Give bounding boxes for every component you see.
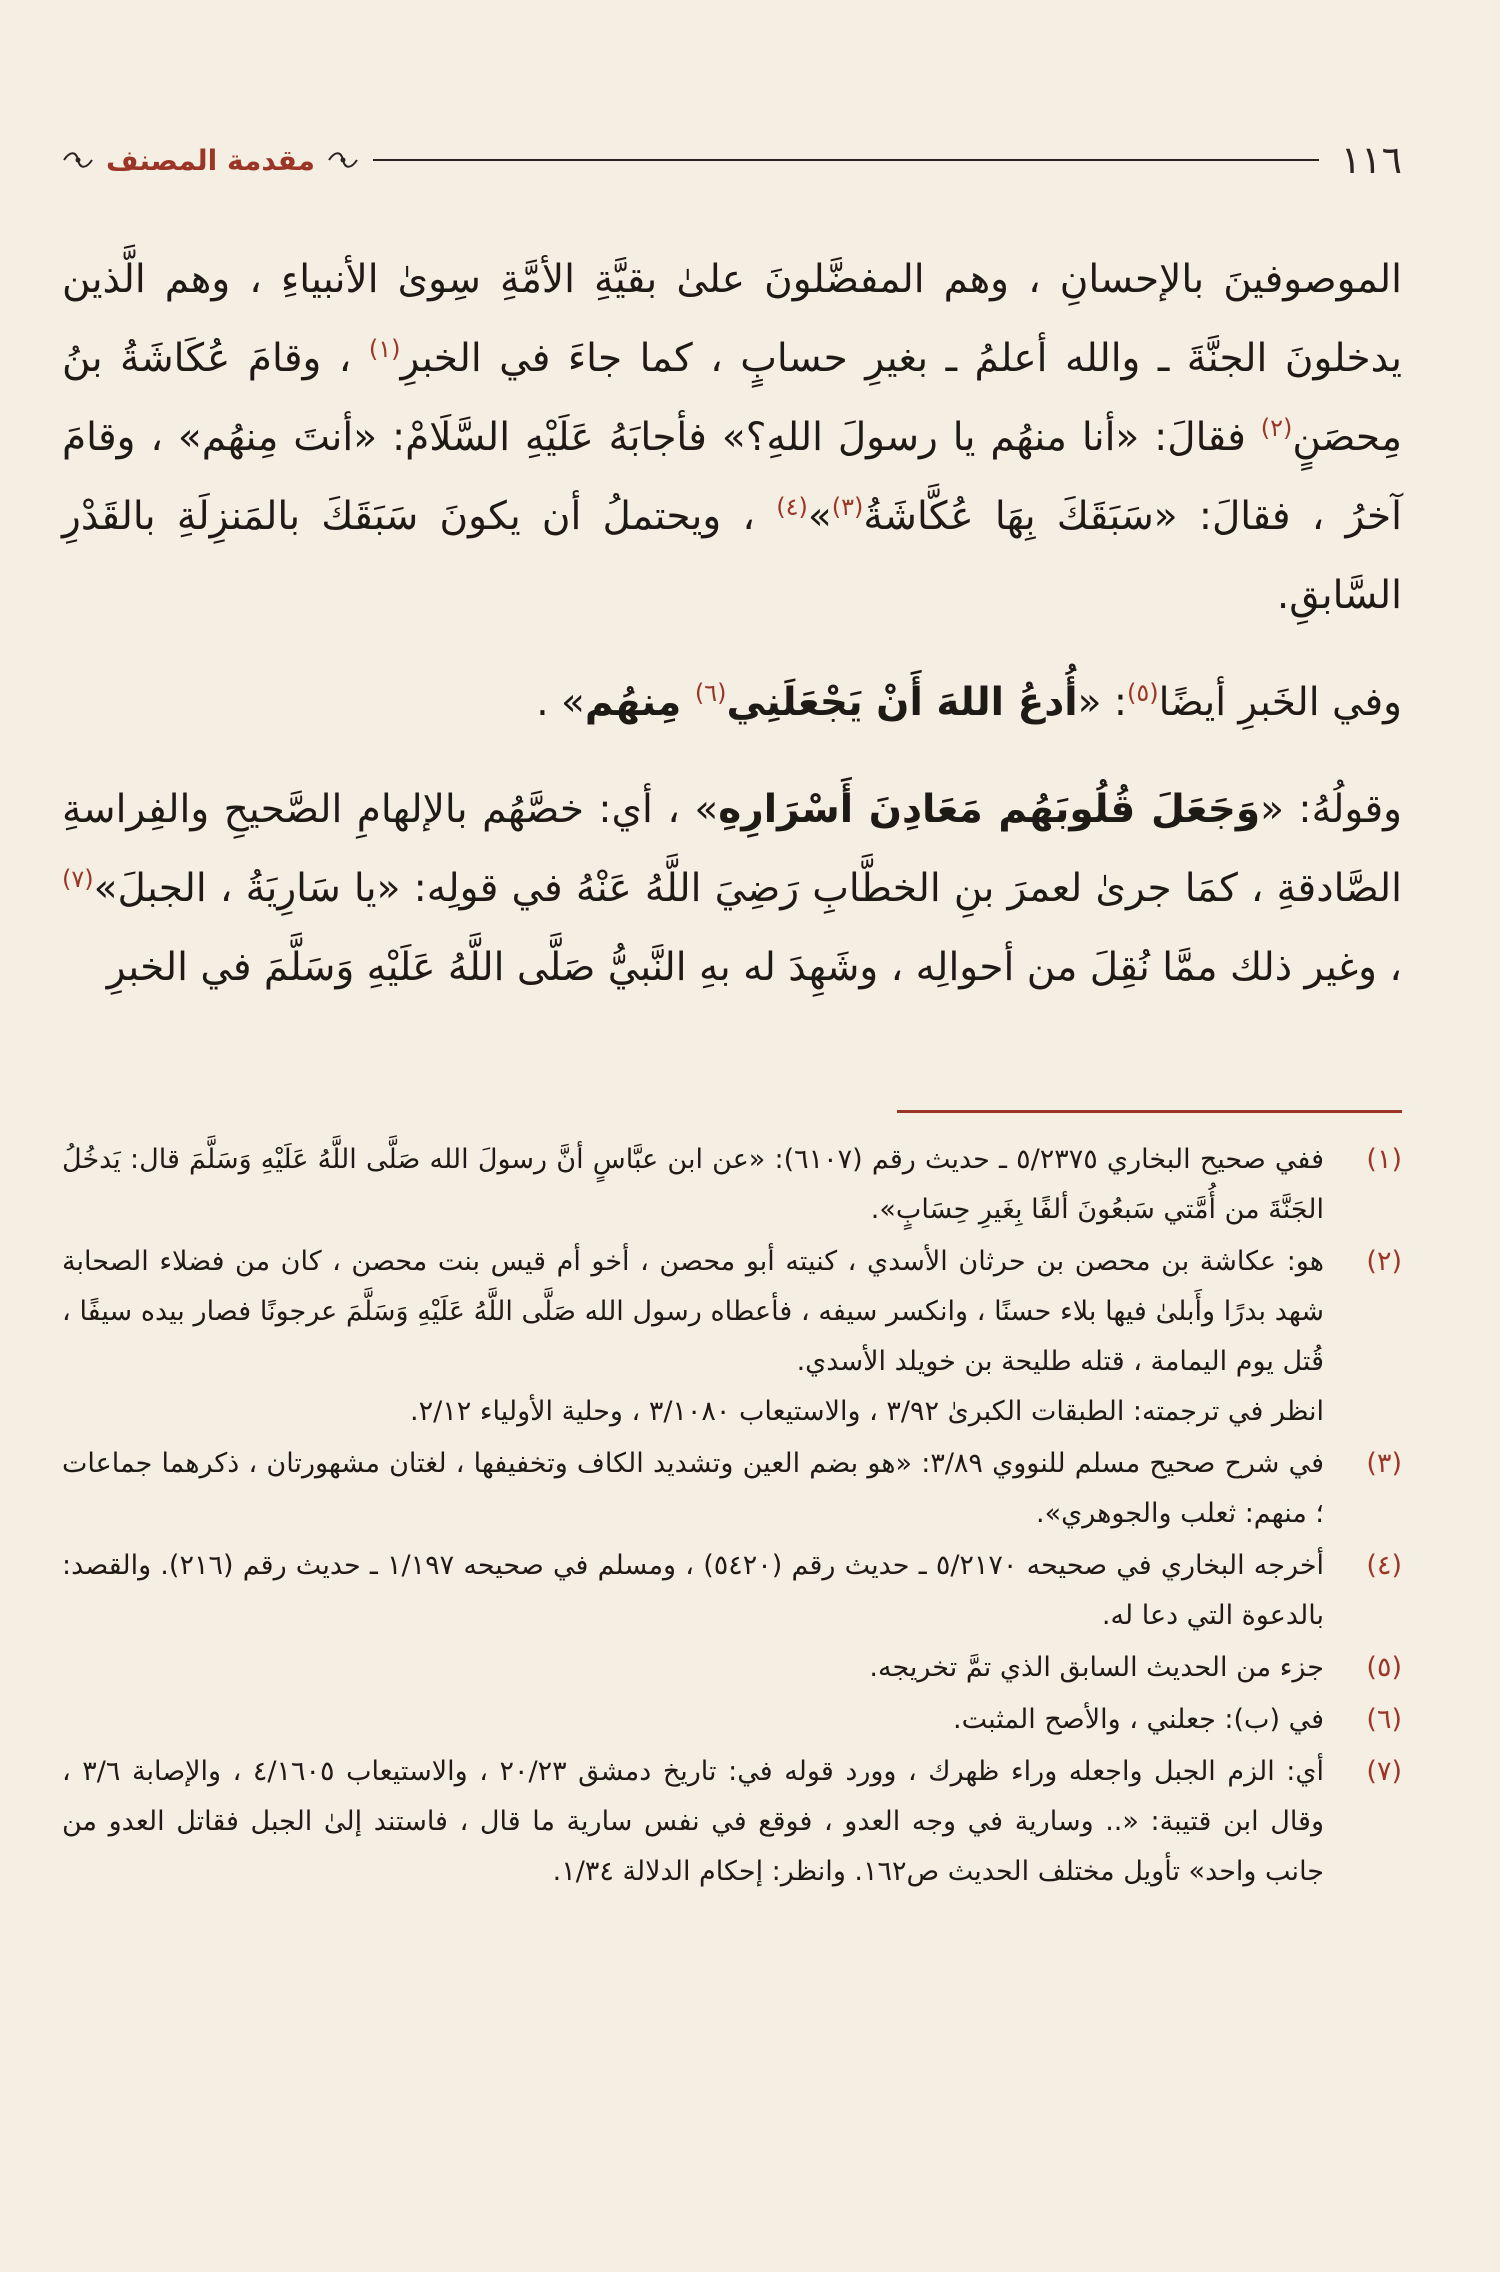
footnotes <box>62 1135 1402 1899</box>
footnote-text <box>62 1135 1324 1235</box>
footnote-item <box>62 1237 1402 1437</box>
header-rule <box>373 159 1319 161</box>
footnote-number: (٦) <box>1366 1704 1402 1735</box>
footnote-text <box>62 1643 1324 1693</box>
footnote-ref[interactable]: (١) <box>368 335 401 363</box>
footnote-number: (٣) <box>1366 1448 1402 1479</box>
text-run: » <box>807 494 832 539</box>
text-run: ، وغير ذلك ممَّا نُقِلَ من أحوالِه ، وشَهِدَ له بهِ النَّبيُّ صَلَّى اللَّهُ عَلَيْهِ وَسَلَّمَ في الخبرِ <box>106 945 1402 990</box>
footnote-line: في (ب): جعلني ، والأصح المثبت. <box>953 1704 1324 1735</box>
footnote-ref[interactable]: (٧) <box>62 865 94 893</box>
footnote-line: أخرجه البخاري في صحيحه ٥/٢١٧٠ ـ حديث رقم (٥٤٢٠) ، ومسلم في صحيحه ١/١٩٧ ـ حديث رقم (٢١٦). والقصد: بالدعوة التي دعا له. <box>62 1550 1325 1631</box>
quoted-hadith: مِنهُم <box>584 680 695 725</box>
header-title-group <box>62 144 359 177</box>
page-number: ١١٦ <box>1340 138 1402 182</box>
text-run: ، ويحتملُ أن يكونَ سَبَقَكَ بالمَنزِلَةِ بالقَدْرِ السَّابقِ. <box>62 494 1402 618</box>
footnote-item <box>62 1541 1402 1641</box>
footnote-item <box>62 1695 1402 1745</box>
quoted-text: وَجَعَلَ قُلُوبَهُم مَعَادِنَ أَسْرَارِهِ <box>718 787 1261 832</box>
footnote-ref[interactable]: (٤) <box>776 493 808 521</box>
footnote-line: في شرح صحيح مسلم للنووي ٣/٨٩: «هو بضم العين وتشديد الكاف وتخفيفها ، لغتان مشهورتان ، ذكرهما جماعات ؛ منهم: ثعلب والجوهري». <box>62 1448 1325 1529</box>
footnote-text <box>62 1541 1324 1641</box>
footnote-ref[interactable]: (٦) <box>694 679 727 707</box>
footnote-text <box>62 1237 1324 1437</box>
paragraph <box>62 770 1402 1007</box>
footnote-ref[interactable]: (٢) <box>1260 414 1293 442</box>
footnote-item <box>62 1747 1402 1897</box>
footnote-item <box>62 1135 1402 1235</box>
footnote-item <box>62 1643 1402 1693</box>
footnote-ref[interactable]: (٥) <box>1127 679 1159 707</box>
text-run: » ، أي: خصَّهُم بالإلهامِ الصَّحيحِ والفِراسةِ الصَّادقةِ ، كمَا جرىٰ لعمرَ بنِ الخطَّابِ رَضِيَ اللَّهُ عَنْهُ في قولِه: «يا سَارِيَةُ ، الجبلَ» <box>62 787 1402 911</box>
footnote-number: (١) <box>1366 1144 1402 1175</box>
footnote-separator <box>897 1110 1402 1113</box>
text-run: وفي الخَبرِ أيضًا <box>1158 680 1402 725</box>
footnote-number: (٢) <box>1366 1246 1402 1277</box>
paragraph <box>62 240 1402 635</box>
paragraph <box>62 663 1402 742</box>
header-title: مقدمة المصنف <box>106 143 315 177</box>
footnote-line: جزء من الحديث السابق الذي تمَّ تخريجه. <box>869 1652 1324 1683</box>
text-run: ، وقامَ عُكَاشَةُ بنُ مِحصَنٍ <box>62 336 1402 460</box>
footnote-number: (٥) <box>1366 1652 1402 1683</box>
footnote-line: انظر في ترجمته: الطبقات الكبرىٰ ٣/٩٢ ، والاستيعاب ٣/١٠٨٠ ، وحلية الأولياء ٢/١٢. <box>410 1396 1324 1427</box>
quoted-hadith: أُدعُ اللهَ أَنْ يَجْعَلَنِي <box>726 680 1078 725</box>
main-text <box>62 240 1402 1007</box>
footnote-line: أي: الزم الجبل واجعله وراء ظهرك ، وورد قوله في: تاريخ دمشق ٢٠/٢٣ ، والاستيعاب ٤/١٦٠٥ ، والإصابة ٣/٦ ، وقال ابن قتيبة: «.. وسارية في وجه العدو ، فوقع في نفس سارية ما قال ، فاستند إلىٰ الجبل فقاتل العدو من جانب واحد» تأويل مختلف الحديث ص١٦٢. وانظر: إحكام الدلالة ١/٣٤. <box>62 1756 1325 1887</box>
footnote-line: هو: عكاشة بن محصن بن حرثان الأسدي ، كنيته أبو محصن ، أخو أم قيس بنت محصن ، كان من فضلاء الصحابة شهد بدرًا وأَبلىٰ فيها بلاء حسنًا ، وانكسر سيفه ، فأعطاه رسول الله صَلَّى اللَّهُ عَلَيْهِ وَسَلَّمَ عرجونًا فصار بيده سيفًا ، قُتل يوم اليمامة ، قتله طليحة بن خويلد الأسدي. <box>62 1246 1324 1377</box>
footnote-ref[interactable]: (٣) <box>831 493 864 521</box>
footnote-number: (٧) <box>1366 1756 1402 1787</box>
text-run: : « <box>1077 680 1127 725</box>
text-run: وقولُهُ: « <box>1260 787 1402 832</box>
text-run: فقالَ: «أنا منهُم يا رسولَ اللهِ؟» فأجابَهُ عَلَيْهِ السَّلَامْ: «أنتَ مِنهُم» ، وقامَ آخرُ ، فقالَ: «سَبَقَكَ بِهَا عُكَّاشَةُ <box>62 415 1402 539</box>
footnote-item <box>62 1439 1402 1539</box>
flourish-ornament-icon <box>62 149 94 171</box>
text-run: » . <box>536 680 585 725</box>
footnote-text <box>62 1747 1324 1897</box>
footnote-number: (٤) <box>1366 1550 1402 1581</box>
text-run: الموصوفينَ بالإحسانِ ، وهم المفضَّلونَ علىٰ بقيَّةِ الأمَّةِ سِوىٰ الأنبياءِ ، وهم الَّذين يدخلونَ الجنَّةَ ـ والله أعلمُ ـ بغيرِ حسابٍ ، كما جاءَ في الخبرِ <box>62 257 1402 381</box>
footnote-text <box>62 1695 1324 1745</box>
flourish-ornament-icon <box>327 149 359 171</box>
footnote-line: ففي صحيح البخاري ٥/٢٣٧٥ ـ حديث رقم (٦١٠٧): «عن ابن عبَّاسٍ أنَّ رسولَ الله صَلَّى اللَّهُ عَلَيْهِ وَسَلَّمَ قال: يَدخُلُ الجَنَّةَ من أُمَّتي سَبعُونَ ألفًا بِغَيرِ حِسَابٍ». <box>62 1144 1324 1225</box>
footnote-text <box>62 1439 1324 1539</box>
running-header <box>62 130 1402 190</box>
